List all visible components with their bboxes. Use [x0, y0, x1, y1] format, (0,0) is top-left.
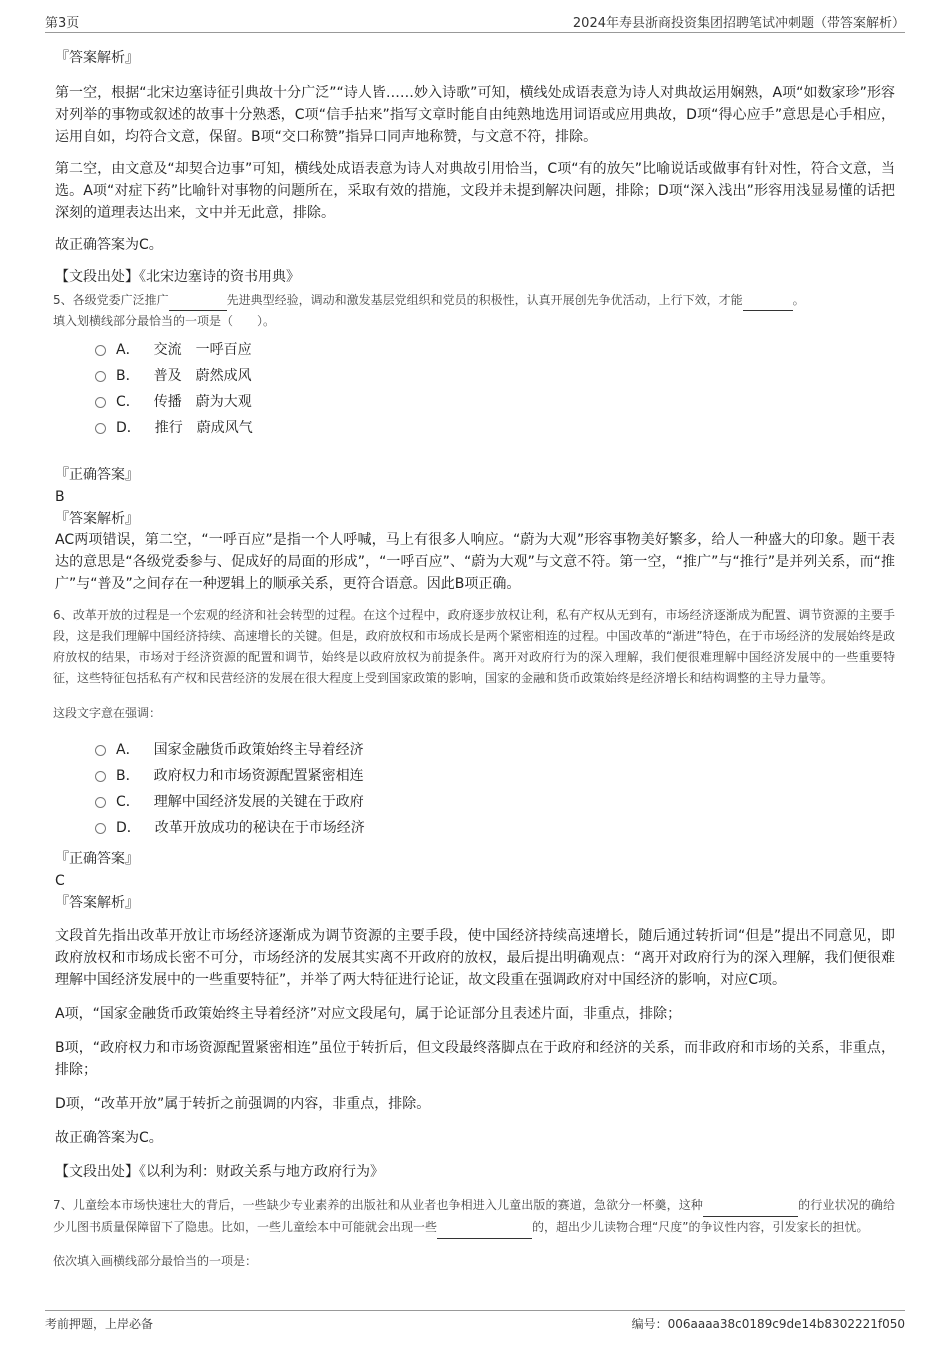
q5-options: [95, 337, 895, 441]
q5-question: [53, 290, 895, 331]
q5-text-b: 先进典型经验，调动和激发基层党组织和党员的积极性，认真开展创先争优活动，上行下效，才能: [226, 293, 743, 307]
q4-analysis-p2: 第二空，由文意及“却契合边事”可知，横线处成语表意为诗人对典故引用恰当，C项“有的放矢”比喻说话或做事有针对性，符合文意，当选。A项“对症下药”比喻针对事物的问题所在，采取有效的措施，文段并未提到解决问题，排除；D项“深入浅出”形容用浅显易懂的话把深刻的道理表达出来，文中并无此意，排除。: [55, 161, 895, 221]
q7-blank-2: [437, 1217, 532, 1239]
radio-icon[interactable]: [95, 797, 106, 808]
q5-analysis-label: 『答案解析』: [55, 511, 139, 527]
q5-answer: B: [55, 489, 65, 505]
q6-analysis-label: 『答案解析』: [55, 895, 139, 911]
q6-option-a[interactable]: A． 国家金融货币政策始终主导着经济: [95, 737, 895, 763]
q6-option-b[interactable]: B． 政府权力和市场资源配置紧密相连: [95, 763, 895, 789]
radio-icon[interactable]: [95, 745, 106, 756]
q5-blank-1: [169, 290, 227, 311]
footer-slogan: 考前押题，上岸必备: [45, 1317, 154, 1331]
radio-icon[interactable]: [95, 423, 106, 434]
radio-icon[interactable]: [95, 771, 106, 782]
q4-analysis-label: 『答案解析』: [55, 50, 139, 66]
q6-answer-label: 『正确答案』: [55, 851, 139, 867]
radio-icon[interactable]: [95, 371, 106, 382]
q5-prompt: 填入划横线部分最恰当的一项是（ ）。: [53, 314, 276, 328]
q5-blank-2: [743, 290, 793, 311]
q6-source: 【文段出处】《以利为利：财政关系与地方政府行为》: [55, 1164, 384, 1180]
q7-question: [53, 1195, 895, 1239]
q7-text-c: 的，超出少儿读物合理“尺度”的争议性内容，引发家长的担忧。: [532, 1220, 869, 1234]
page-number: 第3页: [45, 16, 80, 31]
q6-option-d[interactable]: D． 改革开放成功的秘诀在于市场经济: [95, 815, 895, 841]
q4-conclusion: 故正确答案为C。: [55, 237, 163, 253]
q5-option-c[interactable]: C． 传播 蔚为大观: [95, 389, 895, 415]
radio-icon[interactable]: [95, 345, 106, 356]
q6-answer: C: [55, 873, 65, 889]
q5-text-c: 。: [792, 293, 805, 307]
q5-answer-label: 『正确答案』: [55, 467, 139, 483]
q4-analysis-p1: 第一空，根据“北宋边塞诗征引典故十分广泛”“诗人皆……妙入诗歌”可知，横线处成语表意为诗人对典故运用娴熟，A项“如数家珍”形容对列举的事物或叙述的故事十分熟悉，C项“信手拈来”指写文章时能自由纯熟地选用词语或应用典故，D项“得心应手”意思是心手相应，运用自如，均符合文意，保留。B项“交口称赞”指异口同声地称赞，与文意不符，排除。: [55, 85, 895, 145]
q6-conclusion: 故正确答案为C。: [55, 1130, 163, 1146]
q5-option-b[interactable]: B． 普及 蔚然成风: [95, 363, 895, 389]
page-footer: [45, 1310, 905, 1335]
q7-text-b: 的行业状况的确给少儿图书质量保障留下了隐患。比如，一些儿童绘本中可能就会出现一些: [53, 1198, 895, 1234]
q6-options: [95, 737, 895, 841]
q4-source: 【文段出处】《北宋边塞诗的资书用典》: [55, 269, 300, 285]
page-header: [45, 10, 905, 33]
document-id: 编号：006aaaa38c0189c9de14b8302221f050: [631, 1317, 905, 1331]
q6-option-c[interactable]: C． 理解中国经济发展的关键在于政府: [95, 789, 895, 815]
q7-prompt: 依次填入画横线部分最恰当的一项是：: [53, 1254, 258, 1268]
q6-analysis-p3: B项，“政府权力和市场资源配置紧密相连”虽位于转折后，但文段最终落脚点在于政府和经济的关系，而非政府和市场的关系，非重点，排除；: [55, 1040, 895, 1078]
q5-option-a[interactable]: A． 交流 一呼百应: [95, 337, 895, 363]
q5-analysis: AC两项错误，第二空，“一呼百应”是指一个人呼喊，马上有很多人响应。“蔚为大观”形容事物美好繁多，给人一种盛大的印象。题干表达的意思是“各级党委参与、促成好的局面的形成”，“一呼百应”、“蔚为大观”与文意不符。第一空，“推广”与“推行”是并列关系，而“推广”与“普及”之间存在一种逻辑上的顺承关系，更符合语意。因此B项正确。: [55, 532, 895, 592]
q6-analysis-p4: D项，“改革开放”属于转折之前强调的内容，非重点，排除。: [55, 1096, 431, 1112]
q7-text-a: 7、儿童绘本市场快速壮大的背后，一些缺少专业素养的出版社和从业者也争相进入儿童出版的赛道，急欲分一杯羹，这种: [53, 1198, 704, 1212]
radio-icon[interactable]: [95, 823, 106, 834]
document-title: 2024年寿县浙商投资集团招聘笔试冲刺题（带答案解析）: [572, 16, 905, 31]
q6-prompt: 这段文字意在强调：: [53, 706, 162, 720]
q6-analysis-p1: 文段首先指出改革开放让市场经济逐渐成为调节资源的主要手段，使中国经济持续高速增长，随后通过转折词“但是”提出不同意见，即政府放权和市场成长密不可分，市场经济的发展其实离不开政府的放权，最后提出明确观点：“离开对政府行为的深入理解，我们便很难理解中国经济发展中的一些重要特征”，并举了两大特征进行论证，故文段重在强调政府对中国经济的影响，对应C项。: [55, 928, 895, 988]
q7-blank-1: [703, 1195, 798, 1217]
radio-icon[interactable]: [95, 397, 106, 408]
page-content: [55, 40, 895, 1271]
q5-option-d[interactable]: D． 推行 蔚成风气: [95, 415, 895, 441]
q6-analysis-p2: A项，“国家金融货币政策始终主导着经济”对应文段尾句，属于论证部分且表述片面，非重点，排除；: [55, 1006, 682, 1022]
q6-question: 6、改革开放的过程是一个宏观的经济和社会转型的过程。在这个过程中，政府逐步放权让利，私有产权从无到有，市场经济逐渐成为配置、调节资源的主要手段，这是我们理解中国经济持续、高速增长的关键。但是，政府放权和市场成长是两个紧密相连的过程。中国改革的“渐进”特色，在于市场经济的发展始终是政府放权的结果，市场对于经济资源的配置和调节，始终是以政府放权为前提条件。离开对政府行为的深入理解，我们便很难理解中国经济发展中的一些重要特征，这些特征包括私有产权和民营经济的发展在很大程度上受到国家政策的影响，国家的金融和货币政策始终是经济增长和结构调整的主导力量等。: [53, 608, 895, 685]
q5-text-a: 5、各级党委广泛推广: [53, 293, 169, 307]
